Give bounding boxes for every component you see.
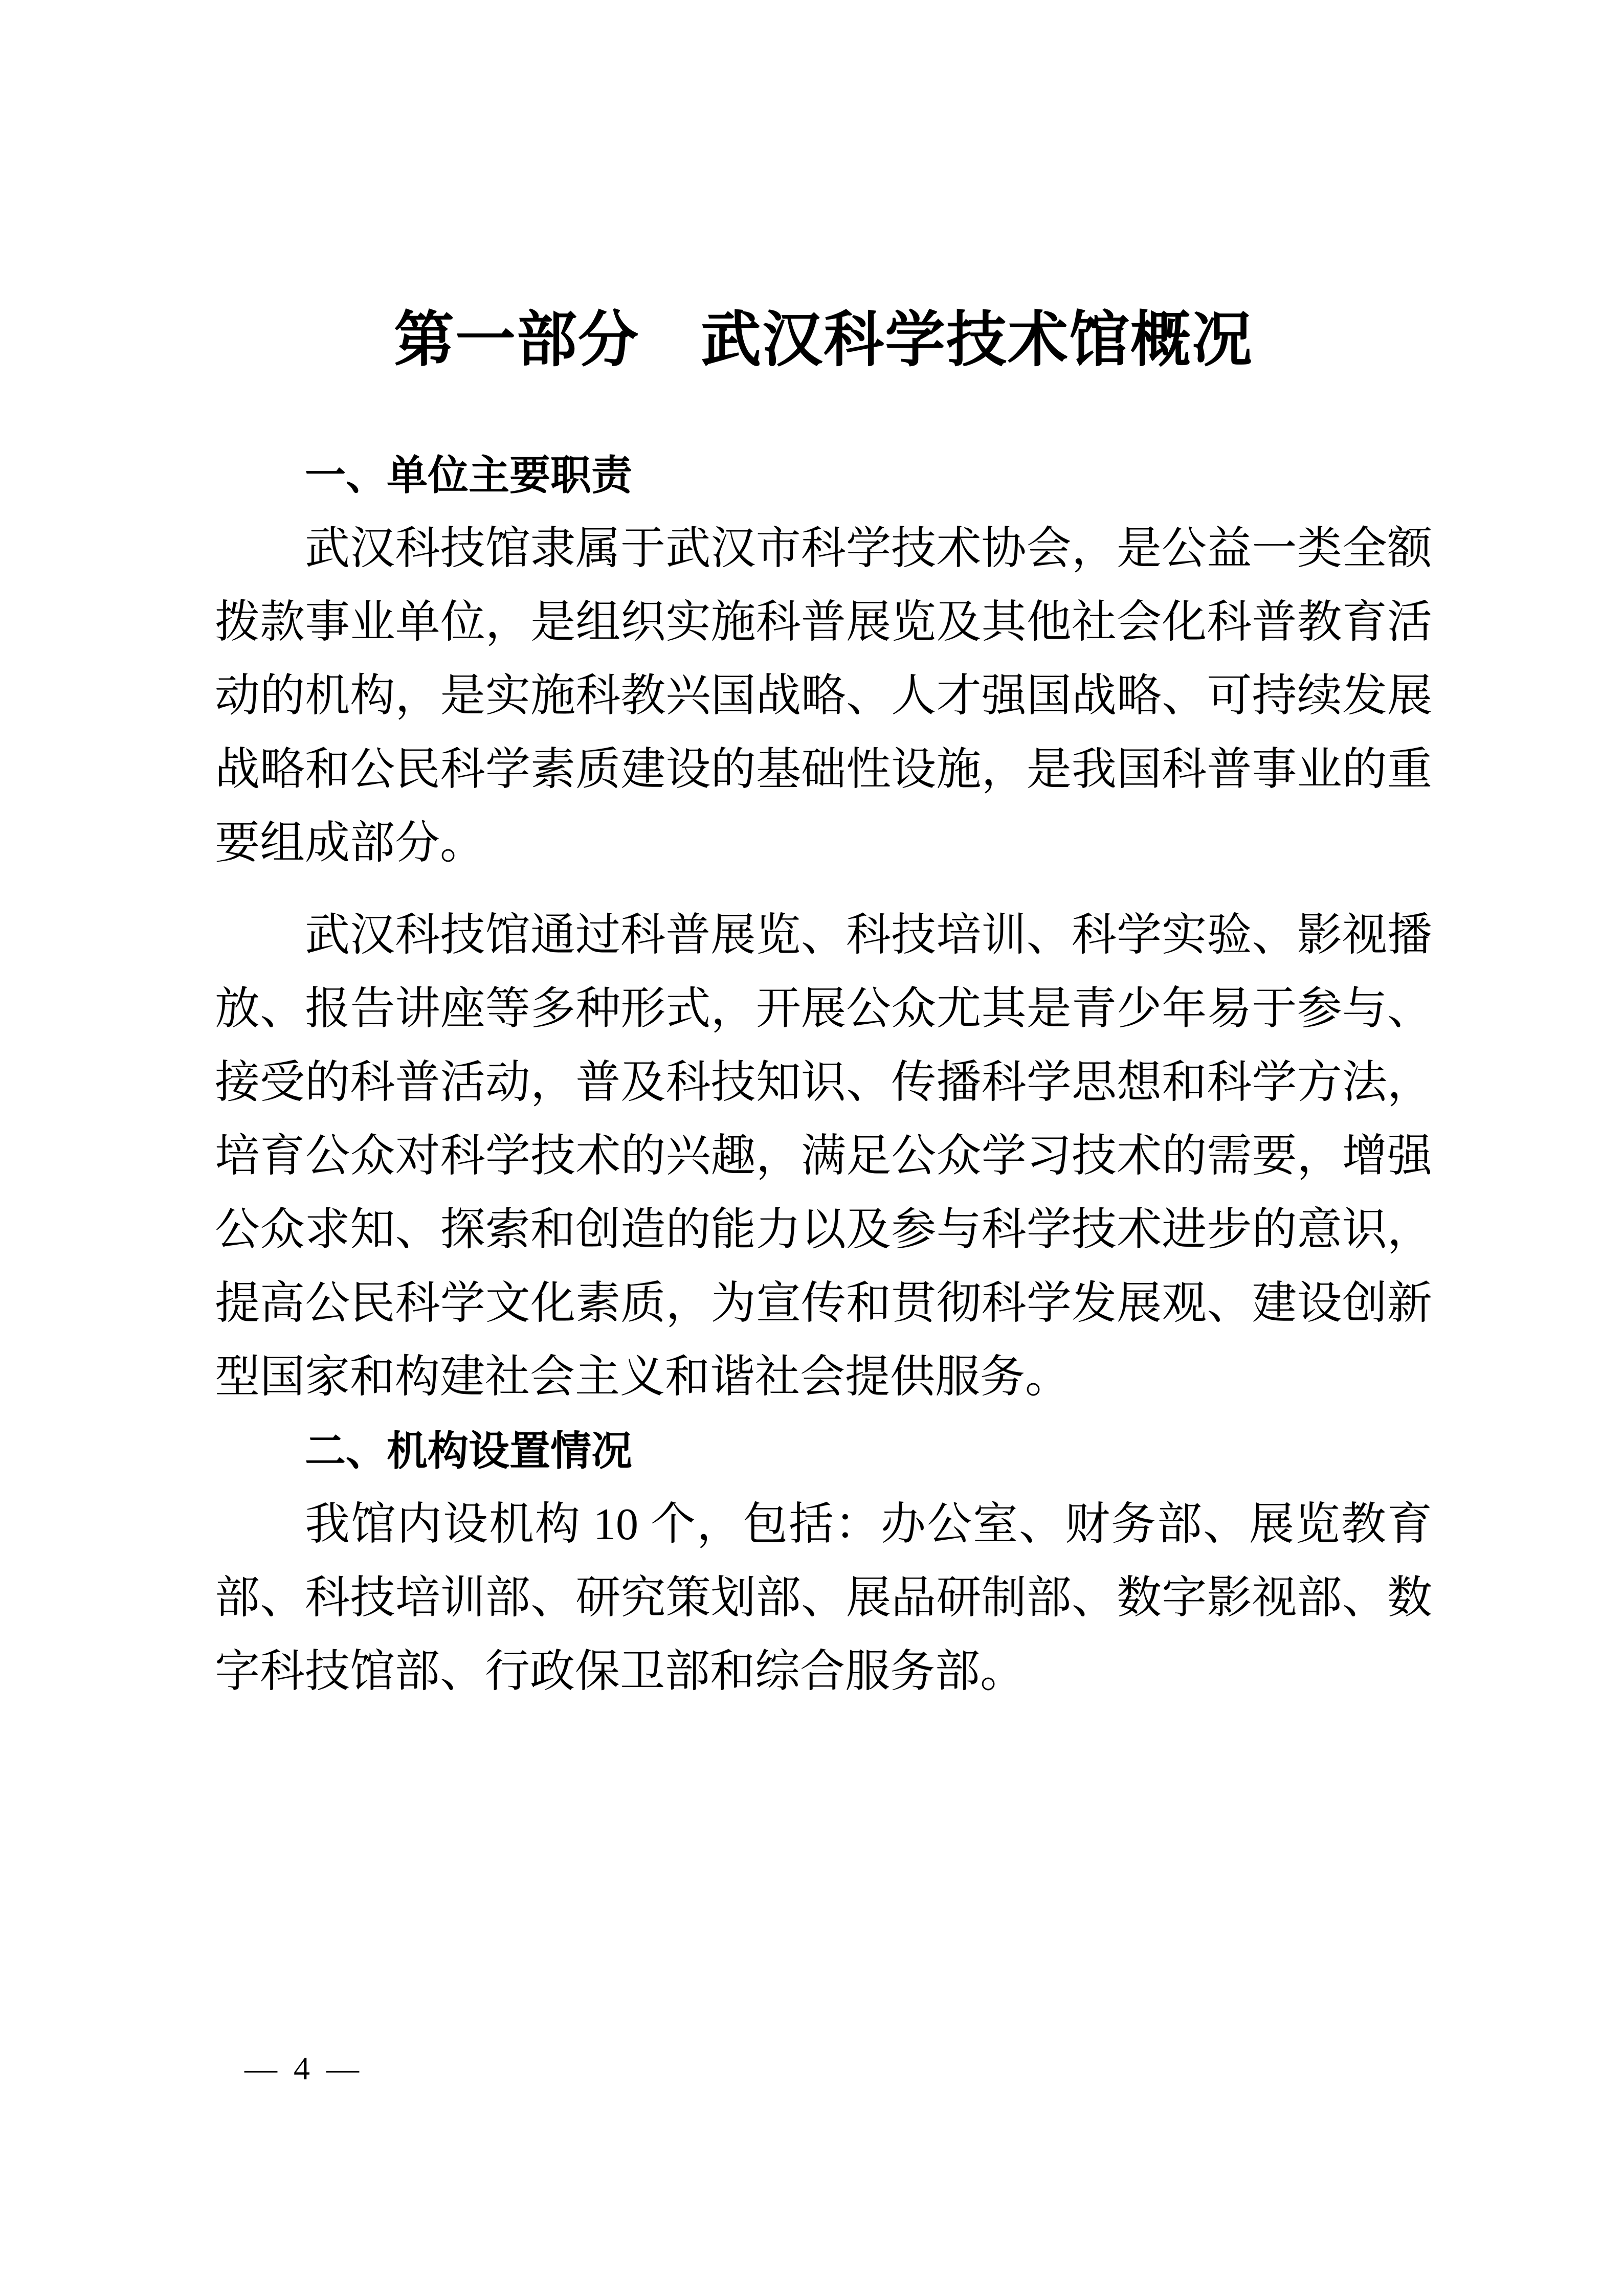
- document-content: [215, 303, 1432, 1709]
- section-heading-1: 一、单位主要职责: [305, 453, 632, 498]
- document-title: 第一部分 武汉科学技术馆概况: [393, 307, 1253, 374]
- section-1-paragraph-1: 武汉科技馆隶属于武汉市科学技术协会，是公益一类全额拨款事业单位，是组织实施科普展览及其他社会化科普教育活动的机构，是实施科教兴国战略、人才强国战略、可持续发展战略和公民科学素质建设的基础性设施，是我国科普事业的重要组成部分。: [215, 524, 1432, 868]
- section-heading-2: 二、机构设置情况: [305, 1428, 632, 1474]
- page-number-footer: — 4 —: [244, 2050, 363, 2086]
- section-1-paragraph-2: 武汉科技馆通过科普展览、科技培训、科学实验、影视播放、报告讲座等多种形式，开展公众尤其是青少年易于参与、接受的科普活动，普及科技知识、传播科学思想和科学方法，培育公众对科学技术的兴趣，满足公众学习技术的需要，增强公众求知、探索和创造的能力以及参与科学技术进步的意识，提高公民科学文化素质，为宣传和贯彻科学发展观、建设创新型国家和构建社会主义和谐社会提供服务。: [215, 911, 1432, 1402]
- section-2-paragraph-1: 我馆内设机构 10 个，包括：办公室、财务部、展览教育部、科技培训部、研究策划部、展品研制部、数字影视部、数字科技馆部、行政保卫部和综合服务部。: [215, 1500, 1432, 1697]
